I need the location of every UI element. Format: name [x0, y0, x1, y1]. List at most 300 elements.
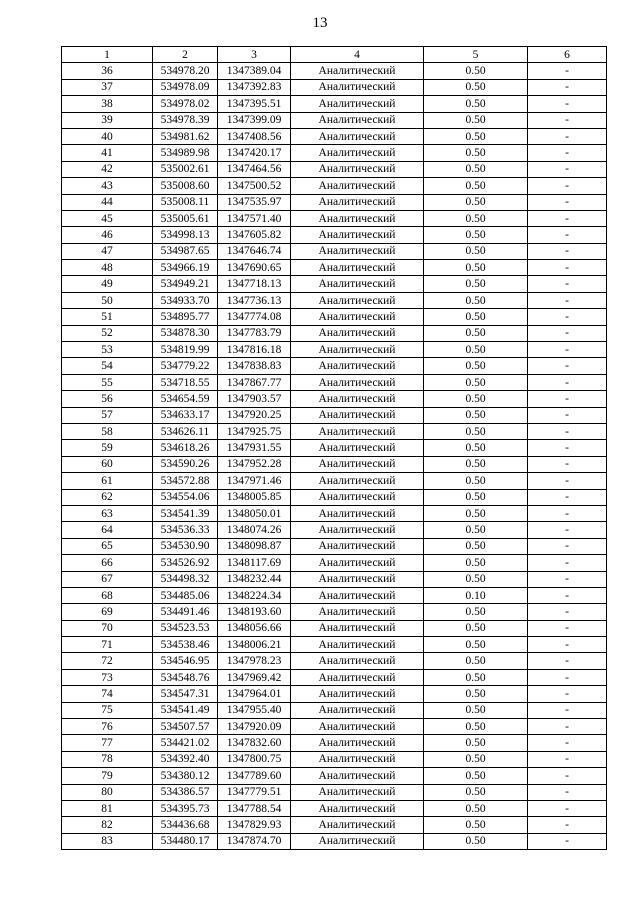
point-number-cell: 56 [62, 391, 153, 407]
table-row [62, 653, 607, 669]
accuracy-cell: 0.50 [424, 735, 528, 751]
note-cell: - [528, 292, 607, 308]
y-coordinate-cell: 1347395.51 [218, 96, 291, 112]
accuracy-cell: 0.10 [424, 587, 528, 603]
y-coordinate-cell: 1347464.56 [218, 161, 291, 177]
accuracy-cell: 0.50 [424, 358, 528, 374]
y-coordinate-cell: 1347420.17 [218, 145, 291, 161]
method-cell: Аналитический [291, 571, 424, 587]
y-coordinate-cell: 1347920.09 [218, 719, 291, 735]
y-coordinate-cell: 1348074.26 [218, 522, 291, 538]
table-row [62, 128, 607, 144]
y-coordinate-cell: 1347690.65 [218, 260, 291, 276]
x-coordinate-cell: 534572.88 [153, 473, 218, 489]
table-row [62, 243, 607, 259]
note-cell: - [528, 423, 607, 439]
table-row [62, 538, 607, 554]
method-cell: Аналитический [291, 96, 424, 112]
accuracy-cell: 0.50 [424, 292, 528, 308]
y-coordinate-cell: 1348006.21 [218, 637, 291, 653]
method-cell: Аналитический [291, 128, 424, 144]
point-number-cell: 51 [62, 309, 153, 325]
note-cell: - [528, 784, 607, 800]
table-row [62, 227, 607, 243]
point-number-cell: 74 [62, 686, 153, 702]
x-coordinate-cell: 534949.21 [153, 276, 218, 292]
note-cell: - [528, 342, 607, 358]
method-cell: Аналитический [291, 423, 424, 439]
method-cell: Аналитический [291, 63, 424, 79]
table-row [62, 96, 607, 112]
x-coordinate-cell: 534618.26 [153, 440, 218, 456]
accuracy-cell: 0.50 [424, 374, 528, 390]
table-row [62, 604, 607, 620]
note-cell: - [528, 440, 607, 456]
y-coordinate-cell: 1347605.82 [218, 227, 291, 243]
table-row [62, 145, 607, 161]
note-cell: - [528, 227, 607, 243]
method-cell: Аналитический [291, 227, 424, 243]
x-coordinate-cell: 534541.39 [153, 505, 218, 521]
note-cell: - [528, 210, 607, 226]
table-row [62, 751, 607, 767]
table-row [62, 833, 607, 849]
note-cell: - [528, 702, 607, 718]
note-cell: - [528, 686, 607, 702]
method-cell: Аналитический [291, 555, 424, 571]
point-number-cell: 77 [62, 735, 153, 751]
y-coordinate-cell: 1348005.85 [218, 489, 291, 505]
point-number-cell: 71 [62, 637, 153, 653]
note-cell: - [528, 751, 607, 767]
note-cell: - [528, 768, 607, 784]
x-coordinate-cell: 534526.92 [153, 555, 218, 571]
table-row [62, 358, 607, 374]
y-coordinate-cell: 1347500.52 [218, 178, 291, 194]
accuracy-cell: 0.50 [424, 719, 528, 735]
point-number-cell: 72 [62, 653, 153, 669]
x-coordinate-cell: 535002.61 [153, 161, 218, 177]
point-number-cell: 48 [62, 260, 153, 276]
note-cell: - [528, 374, 607, 390]
accuracy-cell: 0.50 [424, 112, 528, 128]
note-cell: - [528, 407, 607, 423]
method-cell: Аналитический [291, 292, 424, 308]
method-cell: Аналитический [291, 178, 424, 194]
x-coordinate-cell: 534547.31 [153, 686, 218, 702]
note-cell: - [528, 620, 607, 636]
y-coordinate-cell: 1348224.34 [218, 587, 291, 603]
y-coordinate-cell: 1347874.70 [218, 833, 291, 849]
x-coordinate-cell: 535008.11 [153, 194, 218, 210]
note-cell: - [528, 260, 607, 276]
y-coordinate-cell: 1347964.01 [218, 686, 291, 702]
accuracy-cell: 0.50 [424, 227, 528, 243]
note-cell: - [528, 112, 607, 128]
accuracy-cell: 0.50 [424, 522, 528, 538]
x-coordinate-cell: 534978.39 [153, 112, 218, 128]
table-row [62, 800, 607, 816]
accuracy-cell: 0.50 [424, 489, 528, 505]
x-coordinate-cell: 535005.61 [153, 210, 218, 226]
y-coordinate-cell: 1347969.42 [218, 669, 291, 685]
accuracy-cell: 0.50 [424, 423, 528, 439]
table-row [62, 112, 607, 128]
accuracy-cell: 0.50 [424, 505, 528, 521]
accuracy-cell: 0.50 [424, 784, 528, 800]
point-number-cell: 54 [62, 358, 153, 374]
method-cell: Аналитический [291, 751, 424, 767]
note-cell: - [528, 178, 607, 194]
accuracy-cell: 0.50 [424, 637, 528, 653]
method-cell: Аналитический [291, 784, 424, 800]
x-coordinate-cell: 534507.57 [153, 719, 218, 735]
note-cell: - [528, 833, 607, 849]
table-row [62, 784, 607, 800]
x-coordinate-cell: 534541.49 [153, 702, 218, 718]
accuracy-cell: 0.50 [424, 309, 528, 325]
table-row [62, 210, 607, 226]
accuracy-cell: 0.50 [424, 800, 528, 816]
y-coordinate-cell: 1347774.08 [218, 309, 291, 325]
x-coordinate-cell: 535008.60 [153, 178, 218, 194]
accuracy-cell: 0.50 [424, 210, 528, 226]
point-number-cell: 83 [62, 833, 153, 849]
x-coordinate-cell: 534895.77 [153, 309, 218, 325]
y-coordinate-cell: 1348232.44 [218, 571, 291, 587]
table-row [62, 161, 607, 177]
table-row [62, 456, 607, 472]
y-coordinate-cell: 1347783.79 [218, 325, 291, 341]
note-cell: - [528, 145, 607, 161]
table-row [62, 735, 607, 751]
table-row [62, 719, 607, 735]
note-cell: - [528, 571, 607, 587]
y-coordinate-cell: 1348056.66 [218, 620, 291, 636]
accuracy-cell: 0.50 [424, 407, 528, 423]
y-coordinate-cell: 1347718.13 [218, 276, 291, 292]
accuracy-cell: 0.50 [424, 751, 528, 767]
table-row [62, 637, 607, 653]
column-header-2: 2 [153, 47, 218, 63]
note-cell: - [528, 719, 607, 735]
y-coordinate-cell: 1347779.51 [218, 784, 291, 800]
accuracy-cell: 0.50 [424, 178, 528, 194]
note-cell: - [528, 63, 607, 79]
method-cell: Аналитический [291, 833, 424, 849]
x-coordinate-cell: 534536.33 [153, 522, 218, 538]
x-coordinate-cell: 534966.19 [153, 260, 218, 276]
accuracy-cell: 0.50 [424, 63, 528, 79]
x-coordinate-cell: 534978.09 [153, 79, 218, 95]
point-number-cell: 58 [62, 423, 153, 439]
accuracy-cell: 0.50 [424, 768, 528, 784]
method-cell: Аналитический [291, 342, 424, 358]
note-cell: - [528, 96, 607, 112]
x-coordinate-cell: 534395.73 [153, 800, 218, 816]
table-row [62, 374, 607, 390]
y-coordinate-cell: 1347867.77 [218, 374, 291, 390]
method-cell: Аналитический [291, 358, 424, 374]
method-cell: Аналитический [291, 79, 424, 95]
point-number-cell: 73 [62, 669, 153, 685]
method-cell: Аналитический [291, 276, 424, 292]
table-row [62, 407, 607, 423]
x-coordinate-cell: 534878.30 [153, 325, 218, 341]
point-number-cell: 53 [62, 342, 153, 358]
header-row [62, 47, 607, 63]
x-coordinate-cell: 534538.46 [153, 637, 218, 653]
x-coordinate-cell: 534421.02 [153, 735, 218, 751]
table-row [62, 342, 607, 358]
note-cell: - [528, 637, 607, 653]
note-cell: - [528, 604, 607, 620]
method-cell: Аналитический [291, 391, 424, 407]
accuracy-cell: 0.50 [424, 555, 528, 571]
method-cell: Аналитический [291, 473, 424, 489]
y-coordinate-cell: 1347838.83 [218, 358, 291, 374]
accuracy-cell: 0.50 [424, 79, 528, 95]
x-coordinate-cell: 534392.40 [153, 751, 218, 767]
method-cell: Аналитический [291, 522, 424, 538]
accuracy-cell: 0.50 [424, 96, 528, 112]
table-row [62, 325, 607, 341]
y-coordinate-cell: 1347571.40 [218, 210, 291, 226]
column-header-5: 5 [424, 47, 528, 63]
y-coordinate-cell: 1347788.54 [218, 800, 291, 816]
point-number-cell: 68 [62, 587, 153, 603]
method-cell: Аналитический [291, 161, 424, 177]
note-cell: - [528, 473, 607, 489]
point-number-cell: 76 [62, 719, 153, 735]
method-cell: Аналитический [291, 669, 424, 685]
note-cell: - [528, 505, 607, 521]
table-row [62, 587, 607, 603]
note-cell: - [528, 309, 607, 325]
method-cell: Аналитический [291, 604, 424, 620]
point-number-cell: 44 [62, 194, 153, 210]
table-row [62, 440, 607, 456]
y-coordinate-cell: 1347971.46 [218, 473, 291, 489]
y-coordinate-cell: 1348193.60 [218, 604, 291, 620]
x-coordinate-cell: 534626.11 [153, 423, 218, 439]
table-header [62, 47, 607, 63]
note-cell: - [528, 276, 607, 292]
column-header-6: 6 [528, 47, 607, 63]
x-coordinate-cell: 534978.20 [153, 63, 218, 79]
accuracy-cell: 0.50 [424, 702, 528, 718]
x-coordinate-cell: 534981.62 [153, 128, 218, 144]
y-coordinate-cell: 1347925.75 [218, 423, 291, 439]
x-coordinate-cell: 534978.02 [153, 96, 218, 112]
x-coordinate-cell: 534386.57 [153, 784, 218, 800]
accuracy-cell: 0.50 [424, 686, 528, 702]
table-row [62, 309, 607, 325]
table-row [62, 522, 607, 538]
method-cell: Аналитический [291, 194, 424, 210]
x-coordinate-cell: 534546.95 [153, 653, 218, 669]
point-number-cell: 64 [62, 522, 153, 538]
point-number-cell: 75 [62, 702, 153, 718]
table-row [62, 391, 607, 407]
point-number-cell: 42 [62, 161, 153, 177]
note-cell: - [528, 555, 607, 571]
y-coordinate-cell: 1347832.60 [218, 735, 291, 751]
point-number-cell: 40 [62, 128, 153, 144]
accuracy-cell: 0.50 [424, 620, 528, 636]
note-cell: - [528, 194, 607, 210]
method-cell: Аналитический [291, 407, 424, 423]
table-row [62, 473, 607, 489]
table-row [62, 768, 607, 784]
method-cell: Аналитический [291, 800, 424, 816]
coordinates-table [61, 46, 607, 850]
column-header-1: 1 [62, 47, 153, 63]
point-number-cell: 79 [62, 768, 153, 784]
y-coordinate-cell: 1347952.28 [218, 456, 291, 472]
method-cell: Аналитический [291, 702, 424, 718]
table-row [62, 817, 607, 833]
accuracy-cell: 0.50 [424, 456, 528, 472]
point-number-cell: 50 [62, 292, 153, 308]
note-cell: - [528, 735, 607, 751]
method-cell: Аналитический [291, 145, 424, 161]
table-row [62, 686, 607, 702]
x-coordinate-cell: 534436.68 [153, 817, 218, 833]
point-number-cell: 57 [62, 407, 153, 423]
x-coordinate-cell: 534998.13 [153, 227, 218, 243]
y-coordinate-cell: 1347392.83 [218, 79, 291, 95]
accuracy-cell: 0.50 [424, 260, 528, 276]
point-number-cell: 39 [62, 112, 153, 128]
point-number-cell: 66 [62, 555, 153, 571]
point-number-cell: 38 [62, 96, 153, 112]
point-number-cell: 49 [62, 276, 153, 292]
table-row [62, 505, 607, 521]
y-coordinate-cell: 1347903.57 [218, 391, 291, 407]
point-number-cell: 63 [62, 505, 153, 521]
table-row [62, 292, 607, 308]
method-cell: Аналитический [291, 817, 424, 833]
method-cell: Аналитический [291, 325, 424, 341]
method-cell: Аналитический [291, 620, 424, 636]
accuracy-cell: 0.50 [424, 342, 528, 358]
y-coordinate-cell: 1347829.93 [218, 817, 291, 833]
x-coordinate-cell: 534554.06 [153, 489, 218, 505]
accuracy-cell: 0.50 [424, 325, 528, 341]
x-coordinate-cell: 534548.76 [153, 669, 218, 685]
point-number-cell: 55 [62, 374, 153, 390]
point-number-cell: 36 [62, 63, 153, 79]
x-coordinate-cell: 534989.98 [153, 145, 218, 161]
accuracy-cell: 0.50 [424, 391, 528, 407]
x-coordinate-cell: 534987.65 [153, 243, 218, 259]
note-cell: - [528, 128, 607, 144]
x-coordinate-cell: 534633.17 [153, 407, 218, 423]
accuracy-cell: 0.50 [424, 145, 528, 161]
method-cell: Аналитический [291, 587, 424, 603]
accuracy-cell: 0.50 [424, 276, 528, 292]
x-coordinate-cell: 534933.70 [153, 292, 218, 308]
point-number-cell: 82 [62, 817, 153, 833]
point-number-cell: 65 [62, 538, 153, 554]
method-cell: Аналитический [291, 112, 424, 128]
point-number-cell: 60 [62, 456, 153, 472]
x-coordinate-cell: 534523.53 [153, 620, 218, 636]
method-cell: Аналитический [291, 260, 424, 276]
x-coordinate-cell: 534380.12 [153, 768, 218, 784]
method-cell: Аналитический [291, 210, 424, 226]
method-cell: Аналитический [291, 637, 424, 653]
note-cell: - [528, 161, 607, 177]
note-cell: - [528, 456, 607, 472]
column-header-3: 3 [218, 47, 291, 63]
accuracy-cell: 0.50 [424, 817, 528, 833]
x-coordinate-cell: 534718.55 [153, 374, 218, 390]
note-cell: - [528, 669, 607, 685]
x-coordinate-cell: 534530.90 [153, 538, 218, 554]
table-row [62, 260, 607, 276]
y-coordinate-cell: 1347535.97 [218, 194, 291, 210]
point-number-cell: 52 [62, 325, 153, 341]
table-row [62, 276, 607, 292]
x-coordinate-cell: 534819.99 [153, 342, 218, 358]
method-cell: Аналитический [291, 538, 424, 554]
table-row [62, 555, 607, 571]
method-cell: Аналитический [291, 653, 424, 669]
accuracy-cell: 0.50 [424, 473, 528, 489]
note-cell: - [528, 587, 607, 603]
table-row [62, 489, 607, 505]
y-coordinate-cell: 1348098.87 [218, 538, 291, 554]
point-number-cell: 69 [62, 604, 153, 620]
point-number-cell: 45 [62, 210, 153, 226]
table-row [62, 571, 607, 587]
note-cell: - [528, 489, 607, 505]
accuracy-cell: 0.50 [424, 604, 528, 620]
accuracy-cell: 0.50 [424, 243, 528, 259]
y-coordinate-cell: 1347789.60 [218, 768, 291, 784]
table-row [62, 423, 607, 439]
point-number-cell: 81 [62, 800, 153, 816]
y-coordinate-cell: 1347978.23 [218, 653, 291, 669]
table-row [62, 63, 607, 79]
table-row [62, 702, 607, 718]
point-number-cell: 62 [62, 489, 153, 505]
table-row [62, 669, 607, 685]
x-coordinate-cell: 534590.26 [153, 456, 218, 472]
y-coordinate-cell: 1347816.18 [218, 342, 291, 358]
note-cell: - [528, 653, 607, 669]
accuracy-cell: 0.50 [424, 440, 528, 456]
method-cell: Аналитический [291, 489, 424, 505]
method-cell: Аналитический [291, 374, 424, 390]
x-coordinate-cell: 534485.06 [153, 587, 218, 603]
point-number-cell: 80 [62, 784, 153, 800]
accuracy-cell: 0.50 [424, 669, 528, 685]
y-coordinate-cell: 1347800.75 [218, 751, 291, 767]
y-coordinate-cell: 1347646.74 [218, 243, 291, 259]
point-number-cell: 67 [62, 571, 153, 587]
accuracy-cell: 0.50 [424, 194, 528, 210]
table-row [62, 194, 607, 210]
note-cell: - [528, 817, 607, 833]
point-number-cell: 70 [62, 620, 153, 636]
point-number-cell: 47 [62, 243, 153, 259]
table-body [62, 63, 607, 850]
note-cell: - [528, 522, 607, 538]
method-cell: Аналитический [291, 505, 424, 521]
